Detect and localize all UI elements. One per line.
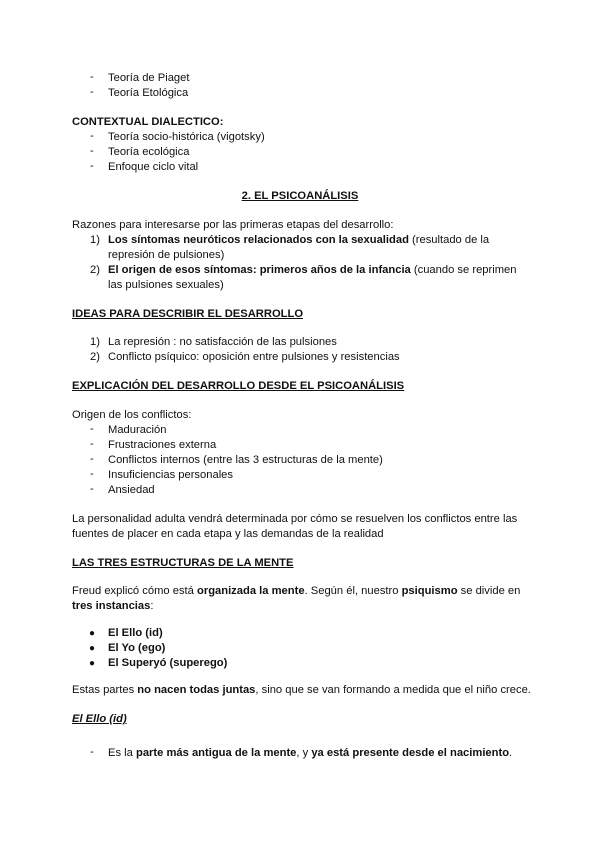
list-item: Conflictos internos (entre las 3 estructuras de la mente)	[108, 454, 383, 466]
ideas-heading: IDEAS PARA DESCRIBIR EL DESARROLLO	[72, 308, 304, 320]
bold-run: tres instancias	[72, 600, 151, 612]
list-item	[108, 746, 512, 761]
dash-marker: -	[90, 145, 94, 157]
estructuras-heading: LAS TRES ESTRUCTURAS DE LA MENTE	[72, 557, 294, 569]
dash-marker: -	[90, 438, 94, 450]
list-item: Maduración	[108, 424, 167, 436]
contextual-heading: CONTEXTUAL DIALECTICO:	[72, 116, 224, 128]
bold-run: parte más antigua de la mente	[135, 747, 297, 759]
dash-marker: -	[90, 71, 94, 83]
list-item: Teoría de Piaget	[108, 72, 190, 84]
paragraph-line	[72, 599, 153, 614]
list-item: Frustraciones externa	[108, 439, 217, 451]
text-run: , sino que se van formando a medida que el niño crece.	[255, 684, 531, 696]
text-run: .	[509, 747, 513, 759]
text-run: Freud explicó cómo está	[72, 585, 197, 597]
dash-marker: -	[90, 160, 94, 172]
instance-item: El Yo (ego)	[108, 642, 166, 654]
dash-marker: -	[90, 468, 94, 480]
list-item: Teoría socio-histórica (vigotsky)	[108, 131, 265, 143]
reason-continuation: represión de pulsiones)	[108, 249, 225, 261]
explicacion-intro: Origen de los conflictos:	[72, 409, 192, 421]
list-number: 2)	[90, 264, 100, 276]
text-run: :	[150, 600, 154, 612]
bullet-marker: ●	[89, 643, 96, 654]
reason-continuation: las pulsiones sexuales)	[108, 279, 224, 291]
text-run: Estas partes	[72, 684, 138, 696]
instance-item: El Ello (id)	[108, 627, 163, 639]
list-item: Ansiedad	[108, 484, 155, 496]
section-title: 2. EL PSICOANÁLISIS	[241, 190, 359, 202]
text-run: se divide en	[457, 585, 521, 597]
bold-run: organizada la mente	[197, 585, 305, 597]
dash-marker: -	[90, 483, 94, 495]
paragraph-line	[72, 584, 520, 599]
reason-bold: Los síntomas neuróticos relacionados con la sexualidad	[108, 234, 409, 246]
list-item: Enfoque ciclo vital	[108, 161, 199, 173]
text-run: . Según él, nuestro	[304, 585, 402, 597]
reason-line	[108, 263, 517, 278]
reason-rest: (resultado de la	[408, 234, 490, 246]
list-item: La represión : no satisfacción de las pulsiones	[108, 336, 337, 348]
list-item: Teoría ecológica	[108, 146, 190, 158]
explicacion-heading: EXPLICACIÓN DEL DESARROLLO DESDE EL PSICOANÁLISIS	[72, 380, 405, 392]
dash-marker: -	[90, 86, 94, 98]
dash-marker: -	[90, 423, 94, 435]
list-item: Insuficiencias personales	[108, 469, 233, 481]
text-run: Es la	[108, 747, 136, 759]
reason-bold: El origen de esos síntomas: primeros años de la infancia	[108, 264, 411, 276]
paragraph-line: fuentes de placer en cada etapa y las demandas de la realidad	[72, 528, 384, 540]
ello-heading: El Ello (id)	[72, 713, 127, 725]
list-item: Teoría Etológica	[108, 87, 189, 99]
list-number: 2)	[90, 351, 100, 363]
dash-marker: -	[90, 746, 94, 758]
list-number: 1)	[90, 336, 100, 348]
bold-run: psiquismo	[401, 585, 458, 597]
bold-run: no nacen todas juntas	[137, 684, 256, 696]
section-intro: Razones para interesarse por las primeras etapas del desarrollo:	[72, 219, 394, 231]
list-item: Conflicto psíquico: oposición entre pulsiones y resistencias	[108, 351, 400, 363]
paragraph-line: La personalidad adulta vendrá determinada por cómo se resuelven los conflictos entre las	[72, 513, 518, 525]
instance-item: El Superyó (superego)	[108, 657, 228, 669]
bullet-marker: ●	[89, 628, 96, 639]
paragraph-line	[72, 683, 531, 698]
list-number: 1)	[90, 234, 100, 246]
bold-run: ya está presente desde el nacimiento	[311, 747, 510, 759]
dash-marker: -	[90, 130, 94, 142]
reason-rest: (cuando se reprimen	[410, 264, 517, 276]
reason-line	[108, 233, 489, 248]
dash-marker: -	[90, 453, 94, 465]
bullet-marker: ●	[89, 658, 96, 669]
text-run: , y	[296, 747, 312, 759]
